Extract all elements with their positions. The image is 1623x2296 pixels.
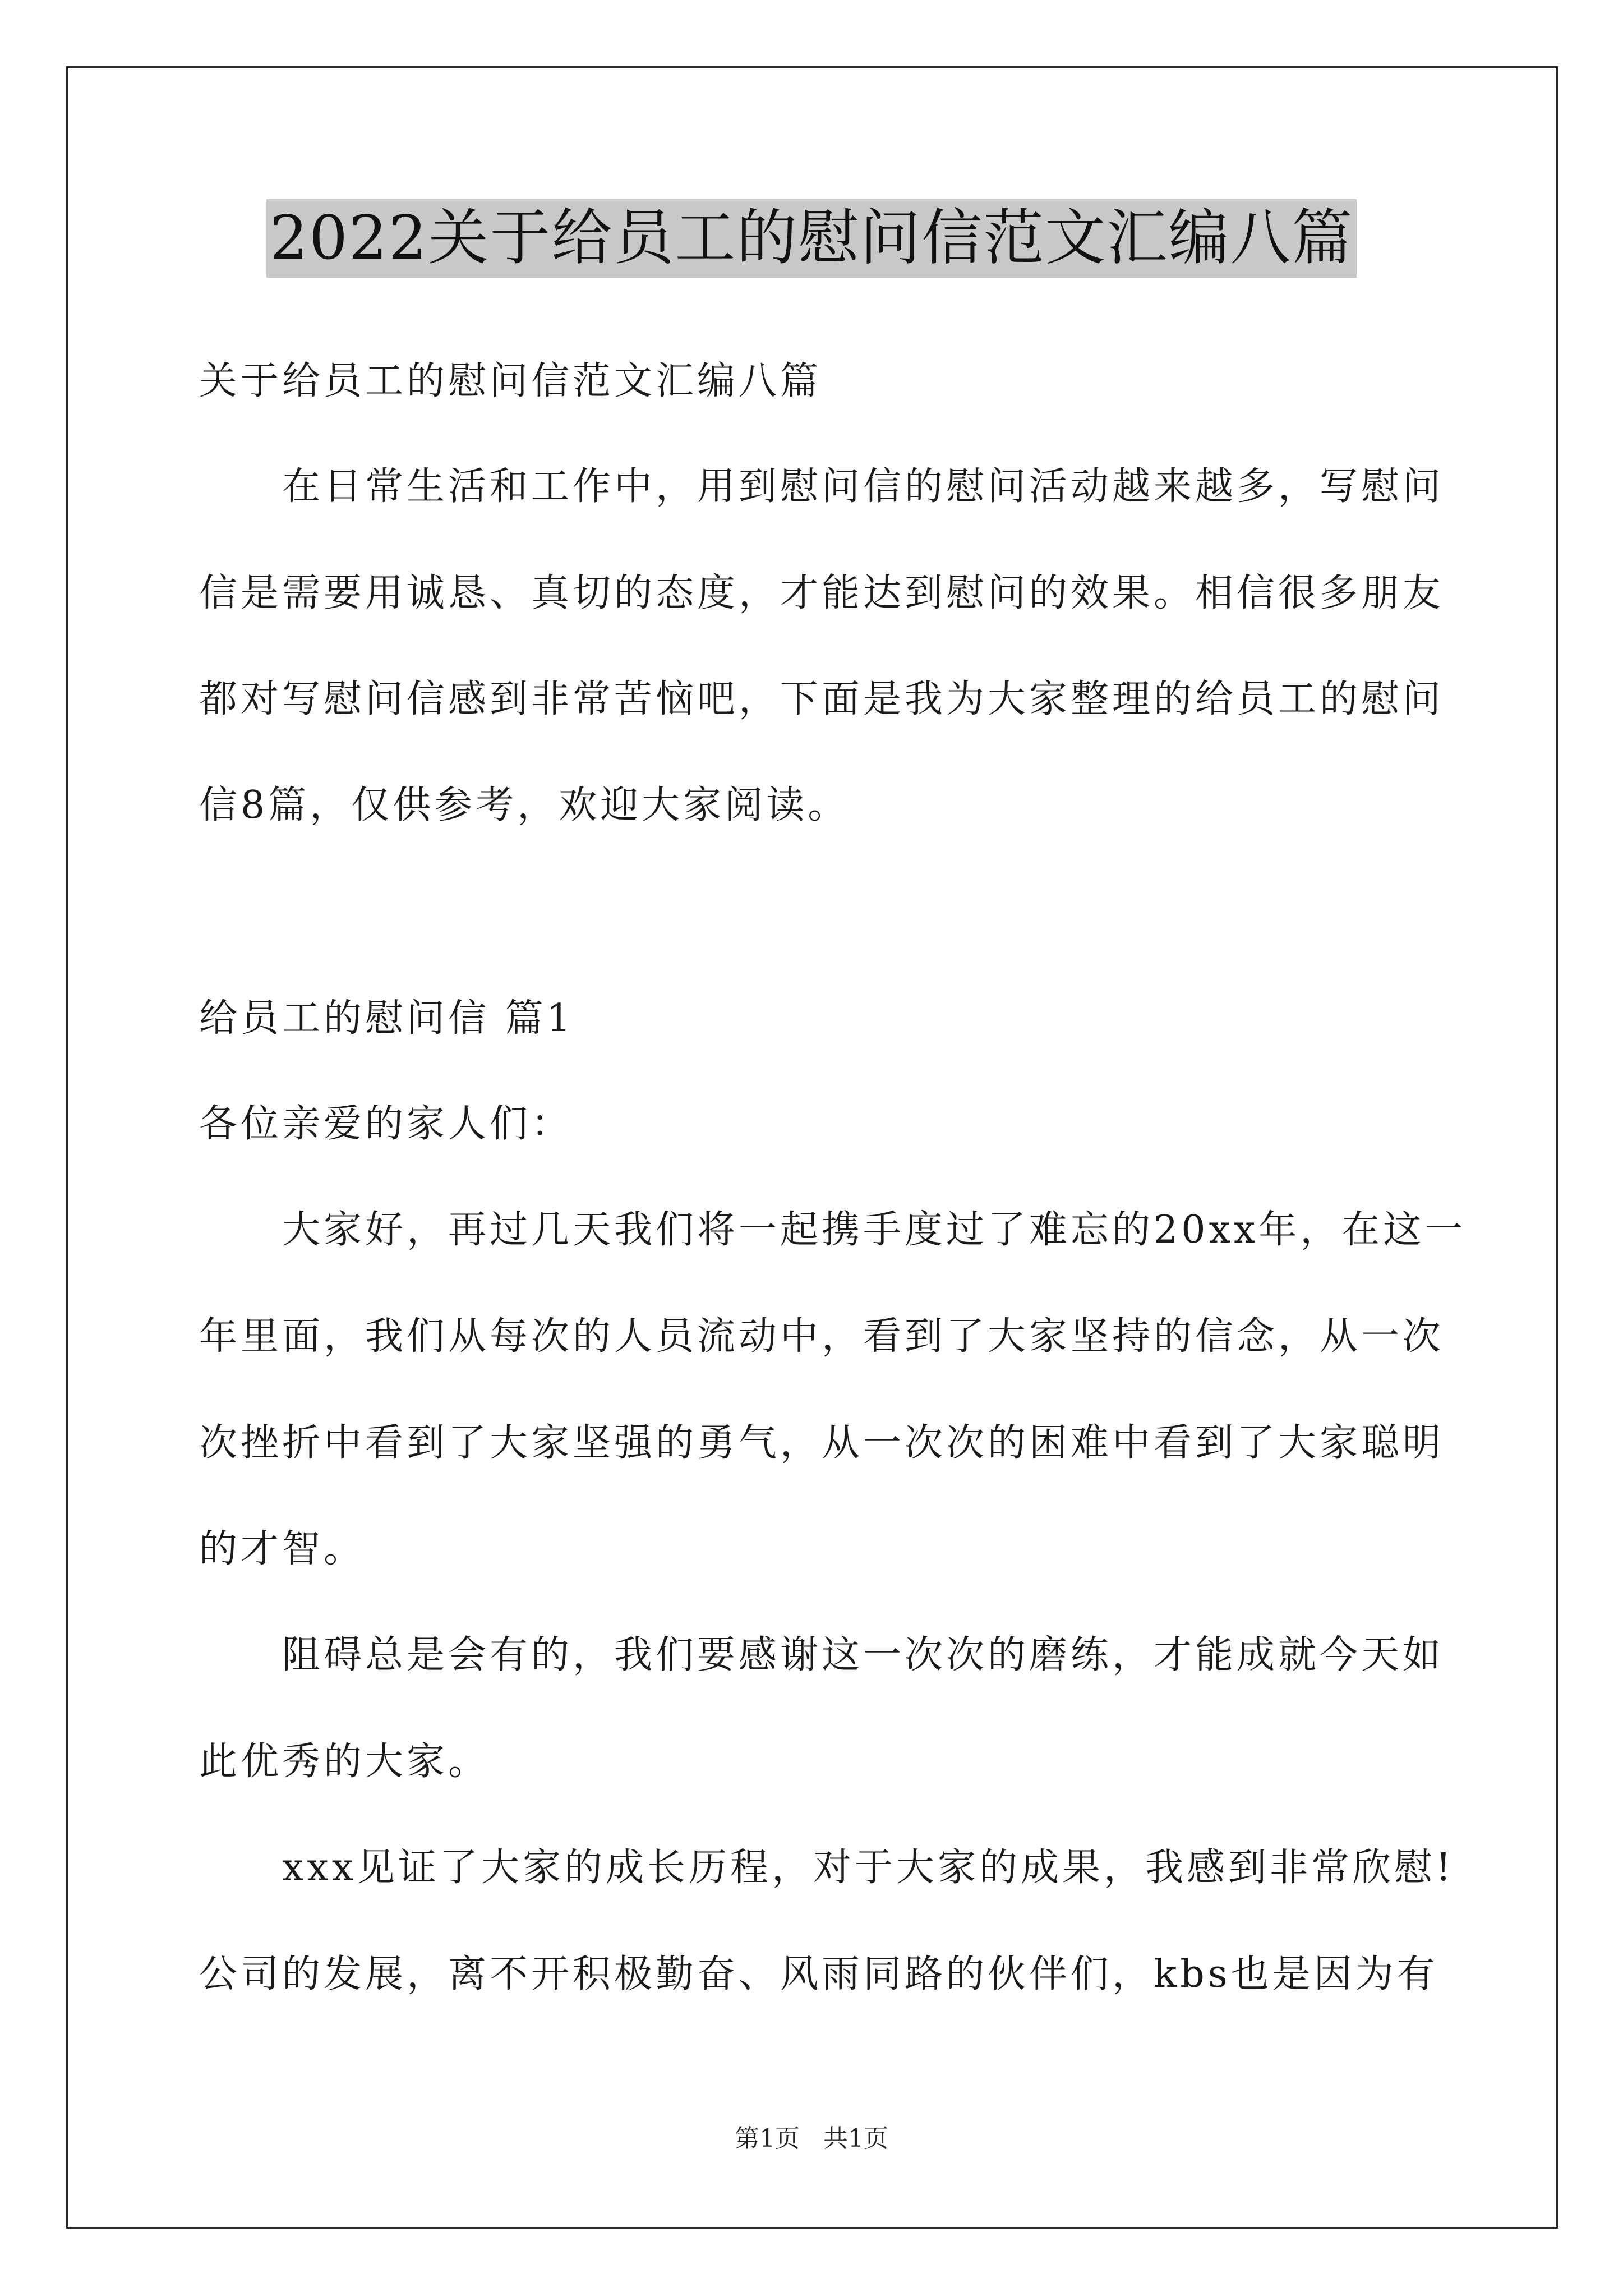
document-subtitle: 关于给员工的慰问信范文汇编八篇: [199, 359, 822, 403]
paragraph-line: 年里面，我们从每次的人员流动中，看到了大家坚持的信念，从一次: [199, 1314, 1445, 1359]
paragraph-line: 此优秀的大家。: [199, 1740, 490, 1784]
paragraph-line: xxx见证了大家的成长历程，对于大家的成果，我感到非常欣慰!: [282, 1846, 1455, 1890]
paragraph-line: 公司的发展，离不开积极勤奋、风雨同路的伙伴们，kbs也是因为有: [199, 1952, 1438, 1996]
section-heading: 给员工的慰问信 篇1: [199, 996, 574, 1041]
paragraph-line: 的才智。: [199, 1527, 366, 1571]
paragraph-line: 大家好，再过几天我们将一起携手度过了难忘的20xx年，在这一: [282, 1208, 1467, 1252]
paragraph-line: 阻碍总是会有的，我们要感谢这一次次的磨练，才能成就今天如: [282, 1633, 1445, 1677]
intro-line: 都对写慰问信感到非常苦恼吧，下面是我为大家整理的给员工的慰问: [199, 677, 1445, 721]
page-footer: [0, 2123, 1623, 2155]
salutation: 各位亲爱的家人们：: [199, 1102, 573, 1146]
paragraph-line: 次挫折中看到了大家坚强的勇气，从一次次的困难中看到了大家聪明: [199, 1421, 1445, 1465]
document-title: 2022关于给员工的慰问信范文汇编八篇: [266, 199, 1357, 278]
intro-line: 信是需要用诚恳、真切的态度，才能达到慰问的效果。相信很多朋友: [199, 571, 1445, 615]
page-number-total: 共1页: [823, 2124, 888, 2153]
title-container: [0, 199, 1623, 278]
intro-line: 信8篇，仅供参考，欢迎大家阅读。: [199, 783, 850, 827]
page-number-current: 第1页: [735, 2124, 800, 2153]
intro-line: 在日常生活和工作中，用到慰问信的慰问活动越来越多，写慰问: [282, 464, 1445, 509]
